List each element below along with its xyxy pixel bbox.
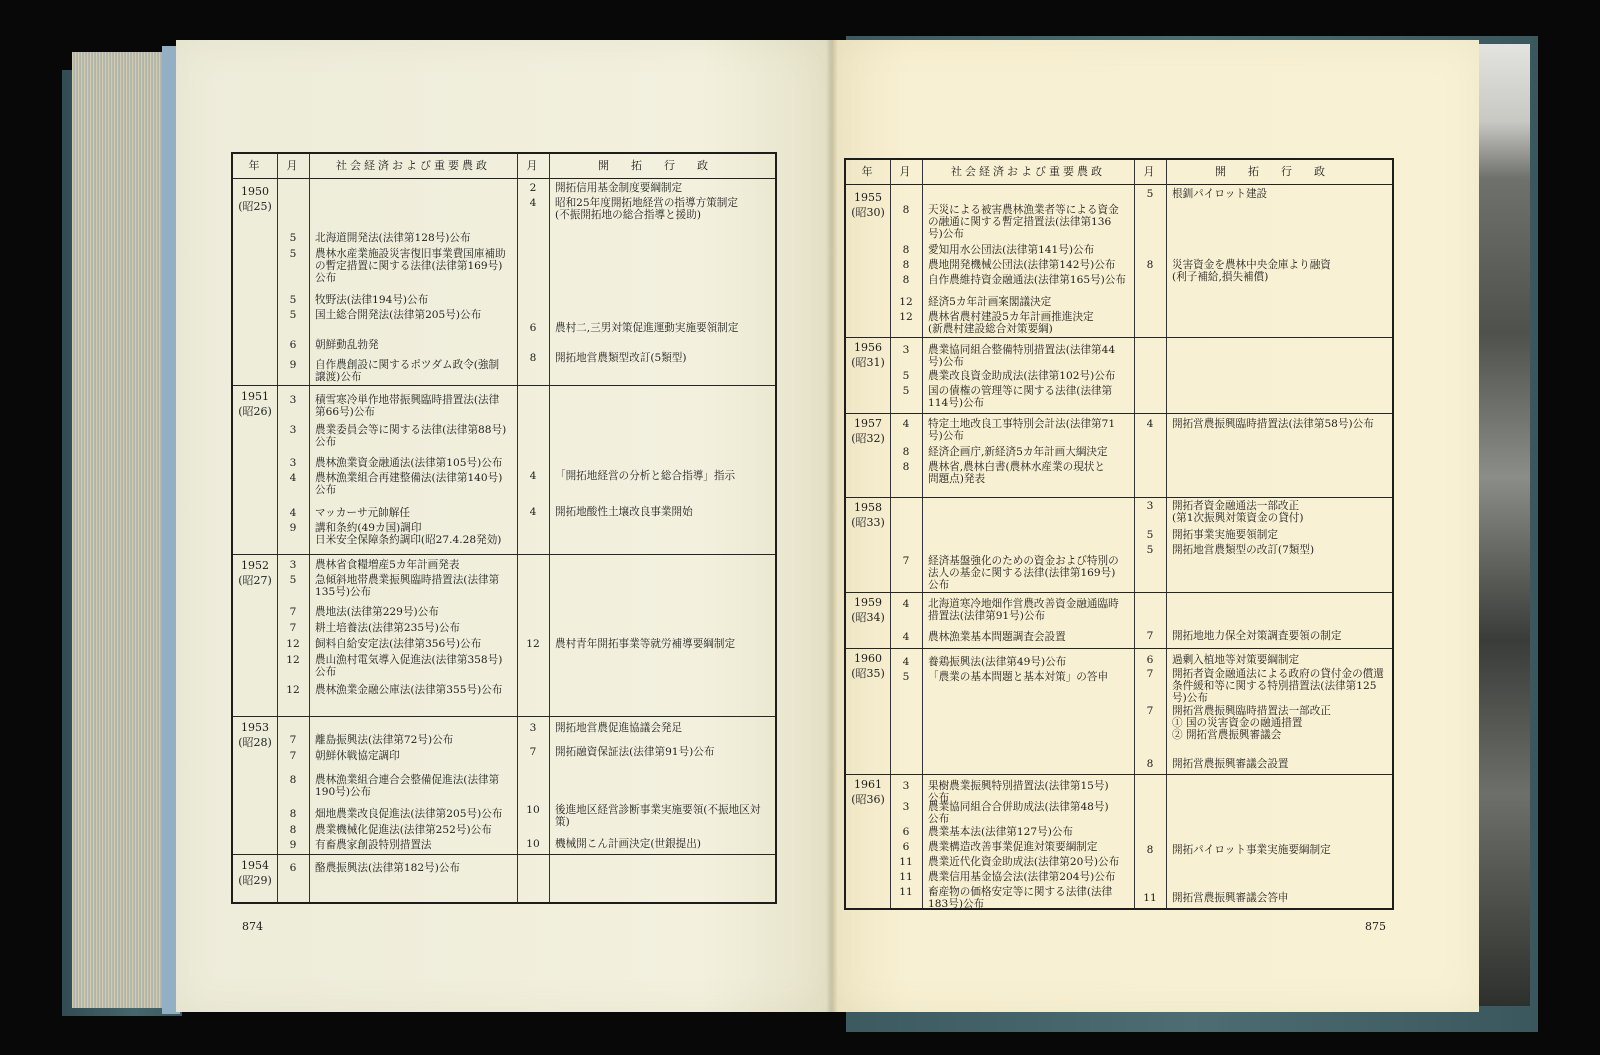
socio-month: 7: [289, 734, 297, 746]
kaitaku-month: 10: [526, 804, 540, 816]
kaitaku-month: 8: [1146, 259, 1154, 271]
socio-month: 6: [902, 826, 910, 838]
socio-month: 5: [289, 294, 297, 306]
socio-month: 4: [902, 598, 910, 610]
socio-month: 3: [289, 559, 297, 571]
kaitaku-month: 4: [529, 197, 537, 209]
socio-entry: 朝鮮休戦協定調印: [315, 750, 400, 762]
kaitaku-month: 8: [1146, 758, 1154, 770]
kaitaku-month: 4: [1146, 418, 1154, 430]
kaitaku-entry: 開拓融資保証法(法律第91号)公布: [555, 746, 715, 758]
year-cell: 1961 (昭36): [851, 778, 885, 806]
table-header: [846, 160, 1392, 185]
year-cell: 1956 (昭31): [851, 341, 885, 369]
socio-month: 8: [289, 808, 297, 820]
kaitaku-entry: 開拓営農振興審議会設置: [1172, 758, 1289, 770]
socio-entry: 離島振興法(法律第72号)公布: [315, 734, 454, 746]
year-cell: 1951 (昭26): [238, 390, 272, 418]
socio-entry: 農林漁業組合連合会整備促進法(法律第 190号)公布: [315, 774, 500, 798]
socio-month: 4: [289, 472, 297, 484]
socio-month: 12: [286, 684, 300, 696]
year-cell: 1954 (昭29): [238, 859, 272, 887]
socio-entry: 北海道開発法(法律第128号)公布: [315, 232, 471, 244]
socio-month: 6: [902, 841, 910, 853]
socio-month: 12: [286, 654, 300, 666]
header-month: 月: [286, 159, 300, 172]
socio-month: 3: [902, 801, 910, 813]
kaitaku-month: 10: [526, 838, 540, 850]
header-kaitaku: 開拓行政: [1215, 165, 1347, 178]
socio-month: 5: [902, 385, 910, 397]
socio-entry: 飼料自給安定法(法律第356号)公布: [315, 638, 482, 650]
kaitaku-month: 4: [529, 470, 537, 482]
socio-entry: 自作農創設に関するポツダム政令(強制 譲渡)公布: [315, 359, 500, 383]
table-header: [233, 154, 775, 179]
socio-month: 7: [289, 606, 297, 618]
socio-entry: 畑地農業改良促進法(法律第205号)公布: [315, 808, 503, 820]
socio-entry: 農業改良資金助成法(法律第102号)公布: [928, 370, 1116, 382]
next-page-photo-edge: [1478, 44, 1530, 1006]
socio-entry: 経済基盤強化のための資金および特別の 法人の基金に関する法律(法律第169号) 公布: [928, 555, 1119, 591]
kaitaku-entry: 開拓営農振興審議会答申: [1172, 892, 1289, 904]
right-page: [831, 40, 1479, 1012]
year-cell: 1960 (昭35): [851, 652, 885, 680]
socio-month: 5: [902, 671, 910, 683]
socio-entry: 農林省食糧増産5カ年計画発表: [315, 559, 460, 571]
socio-month: 5: [289, 232, 297, 244]
socio-entry: 農地開発機械公団法(法律第142号)公布: [928, 259, 1116, 271]
socio-entry: 農林省,農林白書(農林水産業の現状と 問題点)発表: [928, 461, 1105, 485]
socio-month: 11: [899, 856, 913, 868]
socio-month: 11: [899, 886, 913, 898]
book-gutter: [826, 40, 838, 1012]
kaitaku-entry: 開拓地地力保全対策調査要領の制定: [1172, 630, 1342, 642]
socio-month: 4: [902, 656, 910, 668]
socio-month: 8: [289, 824, 297, 836]
header-socio: 社会経済および重要農政: [951, 165, 1105, 178]
socio-month: 7: [289, 750, 297, 762]
socio-month: 5: [289, 309, 297, 321]
socio-month: 8: [902, 259, 910, 271]
socio-entry: 経済企画庁,新経済5カ年計画大綱決定: [928, 446, 1108, 458]
socio-month: 3: [902, 344, 910, 356]
kaitaku-entry: 農村二,三男対策促進運動実施要領制定: [555, 322, 739, 334]
kaitaku-month: 5: [1146, 529, 1154, 541]
kaitaku-entry: 根釧パイロット建設: [1172, 188, 1268, 200]
chronology-table-left: [231, 152, 777, 904]
chronology-table-right: [844, 158, 1394, 910]
socio-entry: 急傾斜地帯農業振興臨時措置法(法律第 135号)公布: [315, 574, 500, 598]
socio-entry: 農林水産業施設災害復旧事業費国庫補助 の暫定措置に関する法律(法律第169号) 公布: [315, 248, 506, 284]
socio-entry: 酪農振興法(法律第182号)公布: [315, 862, 461, 874]
socio-month: 4: [902, 631, 910, 643]
socio-entry: 養鶏振興法(法律第49号)公布: [928, 656, 1067, 668]
kaitaku-entry: 開拓営農振興臨時措置法(法律第58号)公布: [1172, 418, 1374, 430]
socio-month: 7: [289, 622, 297, 634]
socio-month: 3: [289, 394, 297, 406]
socio-entry: 農山漁村電気導入促進法(法律第358号) 公布: [315, 654, 503, 678]
kaitaku-entry: 機械開こん計画決定(世銀提出): [555, 838, 701, 850]
book-page-edges: [72, 52, 176, 1008]
socio-month: 12: [286, 638, 300, 650]
kaitaku-entry: 開拓営農振興臨時措置法一部改正 ① 国の災害資金の融通措置 ② 開拓営農振興審議会: [1172, 705, 1331, 741]
kaitaku-entry: 後進地区経営診断事業実施要領(不振地区対 策): [555, 804, 761, 828]
socio-month: 12: [899, 311, 913, 323]
year-cell: 1959 (昭34): [851, 596, 885, 624]
kaitaku-entry: 開拓者資金融通法一部改正 (第1次振興対策資金の貸付): [1172, 500, 1304, 524]
header-year: 年: [861, 165, 875, 178]
socio-entry: 農林省農村建設5カ年計画推進決定 (新農村建設総合対策要綱): [928, 311, 1094, 335]
socio-entry: 「農業の基本問題と基本対策」の答申: [928, 671, 1109, 683]
socio-month: 4: [289, 507, 297, 519]
socio-month: 12: [899, 296, 913, 308]
header-year: 年: [248, 159, 262, 172]
socio-entry: 自作農維持資金融通法(法律第165号)公布: [928, 274, 1126, 286]
year-cell: 1950 (昭25): [238, 185, 272, 213]
socio-entry: 農林漁業金融公庫法(法律第355号)公布: [315, 684, 503, 696]
header-kaitaku: 開拓行政: [598, 159, 730, 172]
socio-month: 9: [289, 839, 297, 851]
socio-entry: 朝鮮動乱勃発: [315, 339, 379, 351]
kaitaku-month: 7: [1146, 668, 1154, 680]
socio-month: 3: [902, 780, 910, 792]
kaitaku-month: 3: [529, 722, 537, 734]
socio-entry: 農業機械化促進法(法律第252号)公布: [315, 824, 492, 836]
socio-entry: 積雪寒冷単作地帯振興臨時措置法(法律 第66号)公布: [315, 394, 500, 418]
socio-entry: マッカーサ元帥解任: [315, 507, 410, 519]
year-cell: 1957 (昭32): [851, 417, 885, 445]
socio-month: 6: [289, 339, 297, 351]
socio-entry: 特定土地改良工事特別会計法(法律第71 号)公布: [928, 418, 1116, 442]
socio-month: 11: [899, 871, 913, 883]
kaitaku-month: 5: [1146, 188, 1154, 200]
socio-month: 8: [902, 204, 910, 216]
kaitaku-month: 3: [1146, 500, 1154, 512]
socio-entry: 畜産物の価格安定等に関する法律(法律 183号)公布: [928, 886, 1113, 910]
socio-entry: 愛知用水公団法(法律第141号)公布: [928, 244, 1095, 256]
kaitaku-month: 12: [526, 638, 540, 650]
socio-month: 8: [902, 274, 910, 286]
header-socio: 社会経済および重要農政: [336, 159, 490, 172]
socio-entry: 農林漁業基本問題調査会設置: [928, 631, 1066, 643]
kaitaku-entry: 開拓事業実施要領制定: [1172, 529, 1278, 541]
year-cell: 1952 (昭27): [238, 559, 272, 587]
socio-month: 9: [289, 522, 297, 534]
socio-entry: 農業構造改善事業促進対策要綱制定: [928, 841, 1098, 853]
left-page: [176, 40, 831, 1012]
socio-month: 5: [902, 370, 910, 382]
socio-entry: 有畜農家創設特別措置法: [315, 839, 432, 851]
socio-entry: 牧野法(法律194号)公布: [315, 294, 429, 306]
kaitaku-month: 7: [529, 746, 537, 758]
kaitaku-month: 7: [1146, 705, 1154, 717]
kaitaku-month: 11: [1143, 892, 1157, 904]
socio-entry: 北海道寒冷地畑作営農改善資金融通臨時 措置法(法律第91号)公布: [928, 598, 1119, 622]
socio-month: 5: [289, 574, 297, 586]
socio-entry: 農業協同組合合併助成法(法律第48号) 公布: [928, 801, 1109, 825]
socio-month: 6: [289, 862, 297, 874]
socio-entry: 天災による被害農林漁業者等による資金 の融通に関する暫定措置法(法律第136 号)公布: [928, 204, 1119, 240]
socio-month: 3: [289, 457, 297, 469]
socio-entry: 経済5カ年計画案閣議決定: [928, 296, 1052, 308]
socio-month: 8: [902, 244, 910, 256]
socio-entry: 農業近代化資金助成法(法律第20号)公布: [928, 856, 1120, 868]
header-month2: 月: [1143, 165, 1157, 178]
socio-entry: 農地法(法律第229号)公布: [315, 606, 439, 618]
socio-month: 8: [289, 774, 297, 786]
socio-month: 5: [289, 248, 297, 260]
kaitaku-entry: 昭和25年度開拓地経営の指導方策制定 (不振開拓地の総合指導と援助): [555, 197, 738, 221]
kaitaku-entry: 開拓パイロット事業実施要綱制定: [1172, 844, 1331, 856]
kaitaku-month: 5: [1146, 544, 1154, 556]
socio-entry: 国の債権の管理等に関する法律(法律第 114号)公布: [928, 385, 1113, 409]
kaitaku-entry: 開拓地営農促進協議会発足: [555, 722, 683, 734]
year-cell: 1955 (昭30): [851, 191, 885, 219]
socio-month: 8: [902, 461, 910, 473]
kaitaku-entry: 過剰入植地等対策要綱制定: [1172, 654, 1300, 666]
kaitaku-month: 6: [1146, 654, 1154, 666]
year-cell: 1958 (昭33): [851, 501, 885, 529]
kaitaku-month: 7: [1146, 630, 1154, 642]
kaitaku-entry: 開拓地営農類型改訂(5類型): [555, 352, 687, 364]
socio-entry: 農業協同組合整備特別措置法(法律第44 号)公布: [928, 344, 1116, 368]
kaitaku-entry: 開拓地酸性土壌改良事業開始: [555, 506, 693, 518]
socio-entry: 農林漁業組合再建整備法(法律第140号) 公布: [315, 472, 503, 496]
kaitaku-entry: 農村青年開拓事業等就労補導要綱制定: [555, 638, 736, 650]
socio-entry: 農業信用基金協会法(法律第204号)公布: [928, 871, 1116, 883]
kaitaku-entry: 災害資金を農林中央金庫より融資 (利子補給,損失補償): [1172, 259, 1331, 283]
header-month: 月: [899, 165, 913, 178]
socio-entry: 農業委員会等に関する法律(法律第88号) 公布: [315, 424, 507, 448]
socio-entry: 農業基本法(法律第127号)公布: [928, 826, 1074, 838]
year-cell: 1953 (昭28): [238, 721, 272, 749]
kaitaku-month: 8: [529, 352, 537, 364]
kaitaku-month: 2: [529, 182, 537, 194]
socio-month: 3: [289, 424, 297, 436]
socio-entry: 農林漁業資金融通法(法律第105号)公布: [315, 457, 503, 469]
kaitaku-month: 8: [1146, 844, 1154, 856]
kaitaku-month: 4: [529, 506, 537, 518]
socio-entry: 耕土培養法(法律第235号)公布: [315, 622, 461, 634]
kaitaku-entry: 開拓信用基金制度要綱制定: [555, 182, 683, 194]
kaitaku-entry: 開拓地営農類型の改訂(7類型): [1172, 544, 1315, 556]
kaitaku-month: 6: [529, 322, 537, 334]
page-number: 875: [1365, 920, 1386, 933]
kaitaku-entry: 「開拓地経営の分析と総合指導」指示: [555, 470, 736, 482]
socio-month: 7: [902, 555, 910, 567]
kaitaku-entry: 開拓者資金融通法による政府の貸付金の償還 条件緩和等に関する特別措置法(法律第125 号)公布: [1172, 668, 1384, 704]
socio-month: 4: [902, 418, 910, 430]
socio-entry: 講和条約(49カ国)調印 日米安全保障条約調印(昭27.4.28発効): [315, 522, 502, 546]
header-month2: 月: [526, 159, 540, 172]
socio-entry: 国土総合開発法(法律第205号)公布: [315, 309, 482, 321]
socio-entry: 果樹農業振興特別措置法(法律第15号) 公布: [928, 780, 1109, 804]
page-number: 874: [242, 920, 263, 933]
socio-month: 9: [289, 359, 297, 371]
socio-month: 8: [902, 446, 910, 458]
